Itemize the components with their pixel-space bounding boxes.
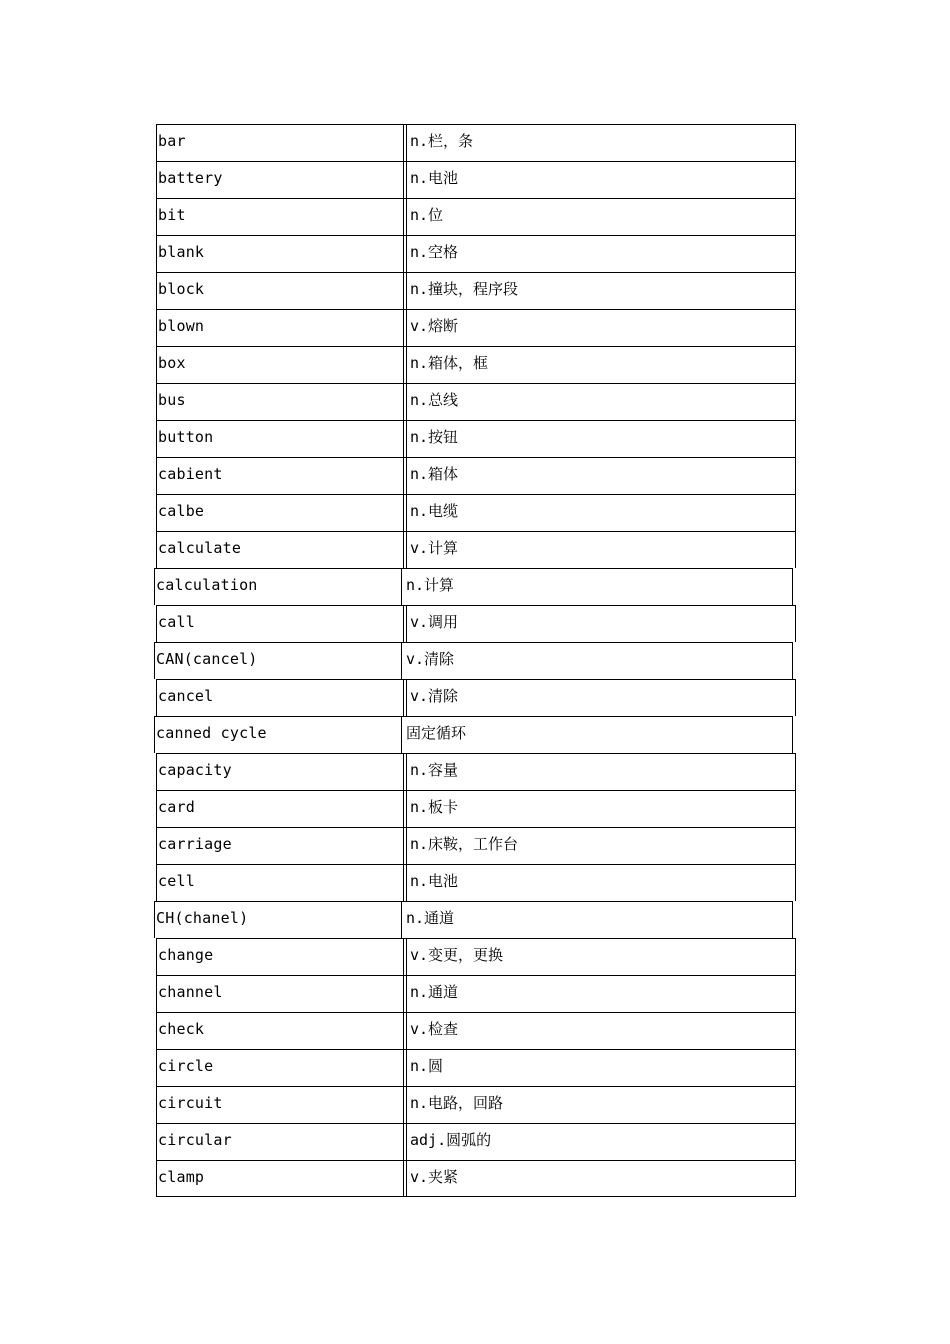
column-divider [403,1123,407,1160]
term-cell: carriage [158,835,232,853]
table-row [156,309,796,346]
column-divider [403,864,407,901]
row-border [156,753,796,790]
column-divider [401,568,402,605]
table-row [156,642,796,679]
term-cell: circle [158,1057,214,1075]
meaning-cell: v.计算 [410,539,459,557]
column-divider [403,1049,407,1086]
column-divider [403,124,407,161]
meaning-cell: v.熔断 [410,317,459,335]
column-divider [403,420,407,457]
row-border [156,457,796,494]
table-row [156,568,796,605]
row-border [156,124,796,161]
term-cell: capacity [158,761,232,779]
glossary-table [156,124,796,1197]
column-divider [403,309,407,346]
row-border [156,864,796,901]
table-row [156,716,796,753]
row-border [156,309,796,346]
table-row [156,1086,796,1123]
row-border [156,198,796,235]
column-divider [401,901,402,938]
term-cell: block [158,280,205,298]
term-cell: calbe [158,502,205,520]
column-divider [403,457,407,494]
row-border [156,975,796,1012]
meaning-cell: v.调用 [410,613,459,631]
term-cell: blown [158,317,205,335]
meaning-cell: adj.圆弧的 [410,1131,492,1149]
meaning-cell: n.圆 [410,1057,444,1075]
meaning-cell: n.总线 [410,391,459,409]
table-row [156,827,796,864]
term-cell: clamp [158,1168,205,1186]
meaning-cell: n.按钮 [410,428,459,446]
table-row [156,383,796,420]
table-row [156,272,796,309]
table-row [156,679,796,716]
term-cell: bar [158,132,186,150]
table-row [156,1160,796,1197]
term-cell: circular [158,1131,232,1149]
table-row [156,605,796,642]
term-cell: circuit [158,1094,223,1112]
table-row [156,457,796,494]
meaning-cell: n.电池 [410,169,459,187]
meaning-cell: v.检查 [410,1020,459,1038]
term-cell: channel [158,983,223,1001]
meaning-cell: n.通道 [410,983,459,1001]
term-cell: cancel [158,687,214,705]
term-cell: blank [158,243,205,261]
column-divider [403,198,407,235]
table-row [156,531,796,568]
row-border [156,679,796,716]
column-divider [403,679,407,716]
table-row [156,124,796,161]
term-cell: CH(chanel) [156,909,249,927]
term-cell: button [158,428,214,446]
table-row [156,161,796,198]
meaning-cell: 固定循环 [406,724,467,742]
meaning-cell: v.夹紧 [410,1168,459,1186]
column-divider [403,605,407,642]
term-cell: bit [158,206,186,224]
term-cell: calculate [158,539,242,557]
term-cell: cell [158,872,195,890]
meaning-cell: n.箱体，框 [410,354,489,372]
row-border [156,235,796,272]
table-row [156,938,796,975]
column-divider [403,975,407,1012]
column-divider [403,346,407,383]
column-divider [403,790,407,827]
term-cell: change [158,946,214,964]
term-cell: call [158,613,195,631]
column-divider [403,1086,407,1123]
meaning-cell: n.撞块，程序段 [410,280,519,298]
table-row [156,346,796,383]
meaning-cell: v.清除 [406,650,455,668]
column-divider [401,716,402,753]
row-border [156,420,796,457]
meaning-cell: n.板卡 [410,798,459,816]
row-border [156,531,796,568]
table-row [156,1049,796,1086]
row-border [156,1012,796,1049]
column-divider [403,753,407,790]
row-border [156,161,796,198]
meaning-cell: v.变更，更换 [410,946,504,964]
table-row [156,420,796,457]
table-row [156,864,796,901]
row-border [156,605,796,642]
term-cell: calculation [156,576,258,594]
meaning-cell: n.栏，条 [410,132,474,150]
table-row [156,198,796,235]
row-border [156,383,796,420]
meaning-cell: n.通道 [406,909,455,927]
row-border [156,1160,796,1197]
meaning-cell: n.空格 [410,243,459,261]
column-divider [403,1160,407,1197]
meaning-cell: n.电路，回路 [410,1094,504,1112]
meaning-cell: n.计算 [406,576,455,594]
term-cell: canned cycle [156,724,267,742]
column-divider [403,494,407,531]
table-row [156,901,796,938]
meaning-cell: n.电池 [410,872,459,890]
term-cell: box [158,354,186,372]
table-row [156,753,796,790]
term-cell: battery [158,169,223,187]
column-divider [403,531,407,568]
term-cell: bus [158,391,186,409]
column-divider [403,272,407,309]
term-cell: CAN(cancel) [156,650,258,668]
table-row [156,1012,796,1049]
table-row [156,790,796,827]
table-row [156,494,796,531]
meaning-cell: n.箱体 [410,465,459,483]
meaning-cell: n.电缆 [410,502,459,520]
column-divider [403,235,407,272]
column-divider [403,161,407,198]
column-divider [403,1012,407,1049]
term-cell: cabient [158,465,223,483]
meaning-cell: n.位 [410,206,444,224]
column-divider [403,827,407,864]
column-divider [403,938,407,975]
meaning-cell: n.床鞍，工作台 [410,835,519,853]
meaning-cell: v.清除 [410,687,459,705]
row-border [156,1049,796,1086]
term-cell: card [158,798,195,816]
column-divider [403,383,407,420]
row-border [156,494,796,531]
meaning-cell: n.容量 [410,761,459,779]
table-row [156,235,796,272]
table-row [156,975,796,1012]
row-border [156,790,796,827]
term-cell: check [158,1020,205,1038]
row-border [154,901,793,938]
table-row [156,1123,796,1160]
column-divider [401,642,402,679]
